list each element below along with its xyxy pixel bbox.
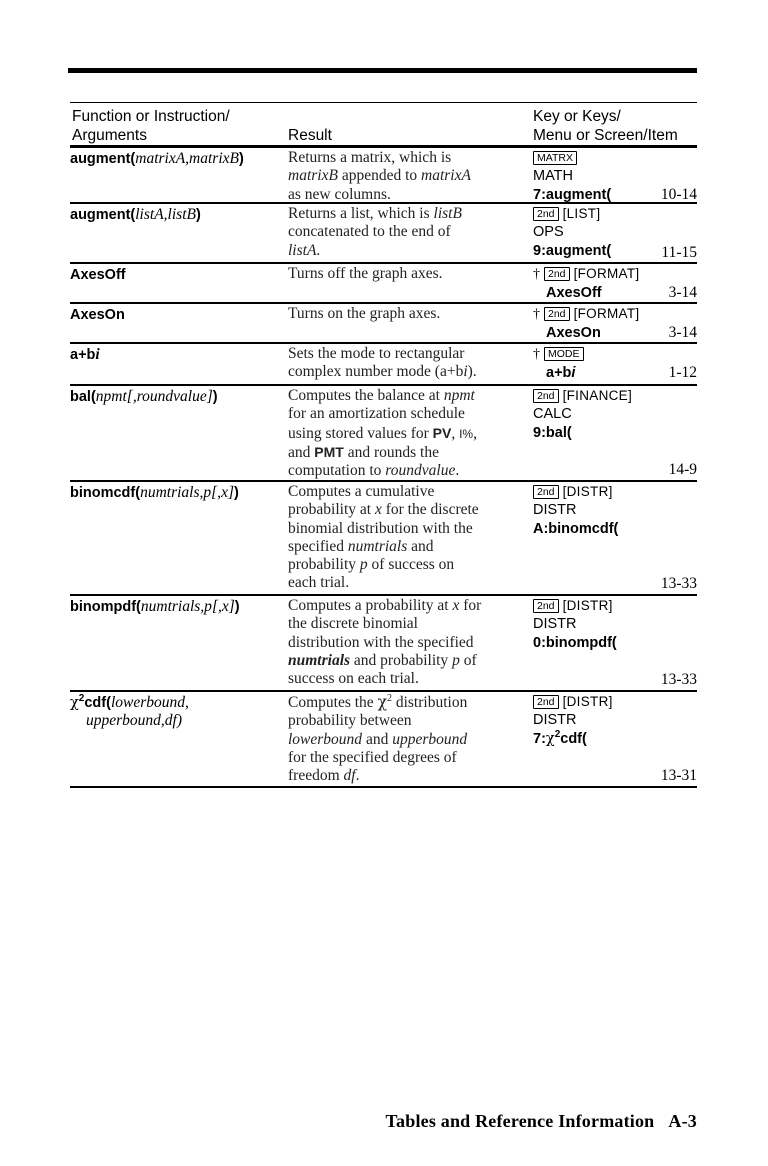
key-sequence: 2nd [DISTR] DISTR A:binomcdf( — [533, 484, 619, 537]
table-row — [70, 482, 697, 596]
function-name: AxesOn — [70, 307, 125, 323]
page-reference: 14-9 — [668, 461, 697, 478]
page-reference: 11-15 — [661, 244, 697, 261]
2nd-key-icon: 2nd — [533, 599, 559, 613]
table-row — [70, 344, 697, 386]
key-sequence: MATRX MATH 7:augment( — [533, 152, 612, 203]
result-text: Computes a cumulative probability at x for the discrete binomial distribution with the specified numtrials and probability p of success on each trial. — [288, 483, 479, 592]
matrx-key-icon: MATRX — [533, 151, 577, 165]
dagger-icon: † — [533, 307, 540, 322]
result-text: Computes the balance at npmt for an amortization schedule using stored values for PV, I%, and PMT and rounds the computation to roundvalue. — [288, 387, 477, 480]
key-sequence: 2nd [DISTR] DISTR $7:\chi^2cdf$( — [533, 694, 613, 747]
top-rule — [68, 68, 697, 73]
table-row — [70, 596, 697, 692]
footer-page-number: A-3 — [668, 1111, 697, 1131]
footer-section-title: Tables and Reference Information — [385, 1111, 655, 1131]
result-text: Computes the $\chi^2$ distribution probability between lowerbound and upperbound for the specified degrees of freedom df. — [288, 692, 468, 785]
2nd-key-icon: 2nd — [533, 485, 559, 499]
page-reference: 1-12 — [668, 364, 697, 381]
result-text: Turns off the graph axes. — [288, 265, 443, 282]
function-name: bal(npmt[,roundvalue]) — [70, 388, 218, 405]
page-reference: 13-31 — [660, 767, 697, 784]
key-sequence: † 2nd [FORMAT] AxesOff — [533, 266, 640, 302]
dagger-icon: † — [533, 347, 540, 362]
dagger-icon: † — [533, 267, 540, 282]
table-row — [70, 264, 697, 304]
table-row — [70, 204, 697, 264]
header-result-column: Result — [288, 127, 332, 144]
result-text: Sets the mode to rectangular complex number mode (a+bi). — [288, 345, 477, 381]
header-keys-column: Key or Keys/ Menu or Screen/Item — [533, 108, 678, 144]
function-name: binompdf(numtrials,p[,x]) — [70, 598, 240, 615]
table-header — [70, 102, 697, 148]
page-reference: 13-33 — [660, 671, 697, 688]
key-sequence: † MODE a+bi — [533, 345, 697, 383]
table-row — [70, 148, 697, 204]
key-sequence: † 2nd [FORMAT] AxesOn — [533, 306, 640, 342]
function-name: AxesOff — [70, 267, 126, 283]
key-sequence: 2nd [DISTR] DISTR 0:binompdf( — [533, 598, 617, 651]
2nd-key-icon: 2nd — [533, 389, 559, 403]
page-reference: 3-14 — [668, 324, 697, 341]
result-text: Turns on the graph axes. — [288, 305, 441, 322]
table-row — [70, 386, 697, 482]
page-reference: 10-14 — [660, 186, 697, 203]
result-text: Returns a matrix, which is matrixB appended to matrixA as new columns. — [288, 149, 471, 203]
function-name: augment(matrixA,matrixB) — [70, 150, 244, 167]
function-name: a+bi — [70, 346, 100, 363]
function-name: $\chi^2cdf(lowerbound$, upperbound,df) — [70, 693, 189, 729]
result-text: Computes a probability at x for the discrete binomial distribution with the specified numtrials and probability p of success on each trial. — [288, 597, 482, 688]
2nd-key-icon: 2nd — [544, 307, 570, 321]
reference-table — [70, 102, 697, 788]
mode-key-icon: MODE — [544, 347, 584, 361]
table-row — [70, 304, 697, 344]
page-reference: 3-14 — [668, 284, 697, 301]
page-footer — [386, 1111, 698, 1132]
header-function-column: Function or Instruction/ Arguments — [72, 108, 230, 144]
2nd-key-icon: 2nd — [533, 695, 559, 709]
function-name: augment(listA,listB) — [70, 206, 201, 223]
function-name: binomcdf(numtrials,p[,x]) — [70, 484, 239, 501]
key-sequence: 2nd [LIST] OPS 9:augment( — [533, 206, 612, 259]
2nd-key-icon: 2nd — [544, 267, 570, 281]
result-text: Returns a list, which is listB concatenated to the end of listA. — [288, 205, 462, 259]
page-reference: 13-33 — [660, 575, 697, 592]
table-row — [70, 692, 697, 788]
2nd-key-icon: 2nd — [533, 207, 559, 221]
key-sequence: 2nd [FINANCE] CALC 9:bal( — [533, 388, 633, 441]
